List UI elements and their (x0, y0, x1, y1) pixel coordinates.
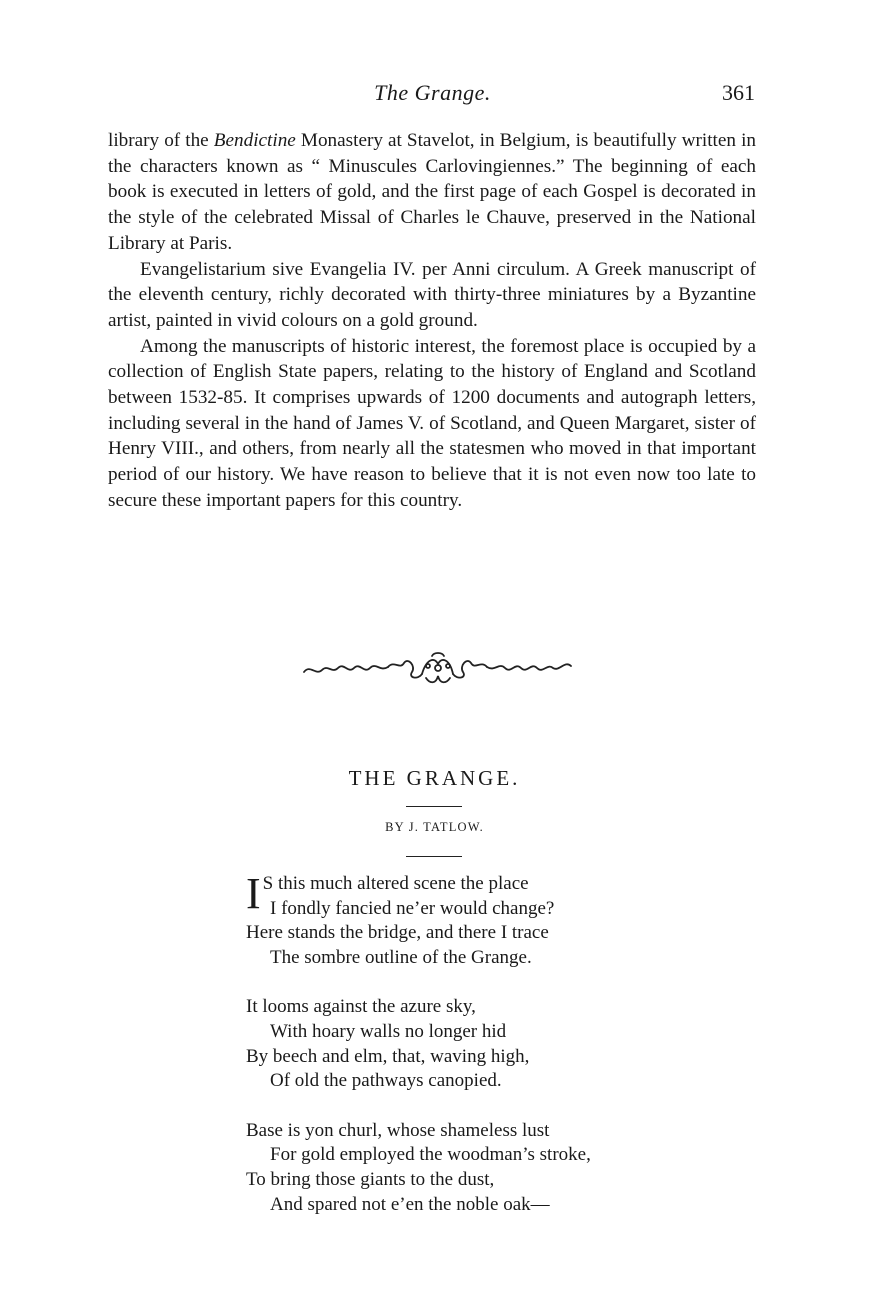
running-title: The Grange. (374, 80, 491, 105)
poem-line: I fondly fancied ne’er would change? (270, 897, 555, 919)
poem-line: With hoary walls no longer hid (270, 1020, 507, 1042)
paragraph-1-part-a: library of the (108, 130, 214, 151)
poem-line: For gold employed the woodman’s stroke, (270, 1144, 591, 1166)
poem-line: S this much altered scene the place (262, 873, 529, 894)
poem-title: THE GRANGE. (348, 766, 521, 790)
paragraph-2: Evangelistarium sive Evangelia IV. per Anni circulum. A Greek manuscript of the eleventh century, richly decorated with thirty-three miniatures by a Byzantine artist, painted in vivid colours on a gold ground. (108, 258, 756, 331)
poem-line: And spared not e’en the noble oak— (270, 1193, 550, 1215)
poem-line: The sombre outline of the Grange. (270, 946, 532, 968)
paragraph-1 (108, 128, 756, 257)
prose-body (108, 128, 756, 514)
byline-rule (406, 856, 462, 857)
poem-byline: BY J. TATLOW. (385, 820, 484, 834)
paragraph-3: Among the manuscripts of historic interest, the foremost place is occupied by a collection of English State papers, relating to the history of England and Scotland between 1532-85. It comprises upwards of 1200 documents and autograph letters, including several in the hand of James V. of Scotland, and Queen Margaret, sister of Henry VIII., and others, from nearly all the statesmen who moved in that important period of our history. We have reason to believe that it is not even now too late to secure these important papers for this country. (108, 335, 756, 511)
poem-body (246, 869, 716, 1242)
decorative-ornament-icon (300, 648, 575, 688)
poem-line: Here stands the bridge, and there I trace (246, 922, 549, 944)
poem-line: Base is yon churl, whose shameless lust (246, 1119, 550, 1141)
page-number: 361 (722, 80, 755, 105)
paragraph-1-italic: Bendictine (213, 130, 296, 151)
paragraph-1-part-c: Monastery at Stavelot, in Belgium, is beautifully written in the characters known as “ Minuscules Carlovingiennes.” The beginning of each book is executed in letters of gold, and the first page of each Gospel is decorated in the style of the celebrated Missal of Charles le Chauve, preserved in the National Library at Paris. (108, 130, 756, 254)
poem-line: Of old the pathways canopied. (270, 1070, 502, 1092)
drop-cap: I (246, 869, 261, 918)
running-head (110, 80, 755, 110)
poem-line: By beech and elm, that, waving high, (246, 1045, 530, 1067)
title-rule (406, 806, 462, 807)
stanza-1 (246, 869, 716, 970)
poem-line: To bring those giants to the dust, (246, 1168, 495, 1190)
stanza-2 (246, 995, 716, 1093)
stanza-3 (246, 1119, 716, 1217)
poem-line: It looms against the azure sky, (246, 996, 476, 1018)
